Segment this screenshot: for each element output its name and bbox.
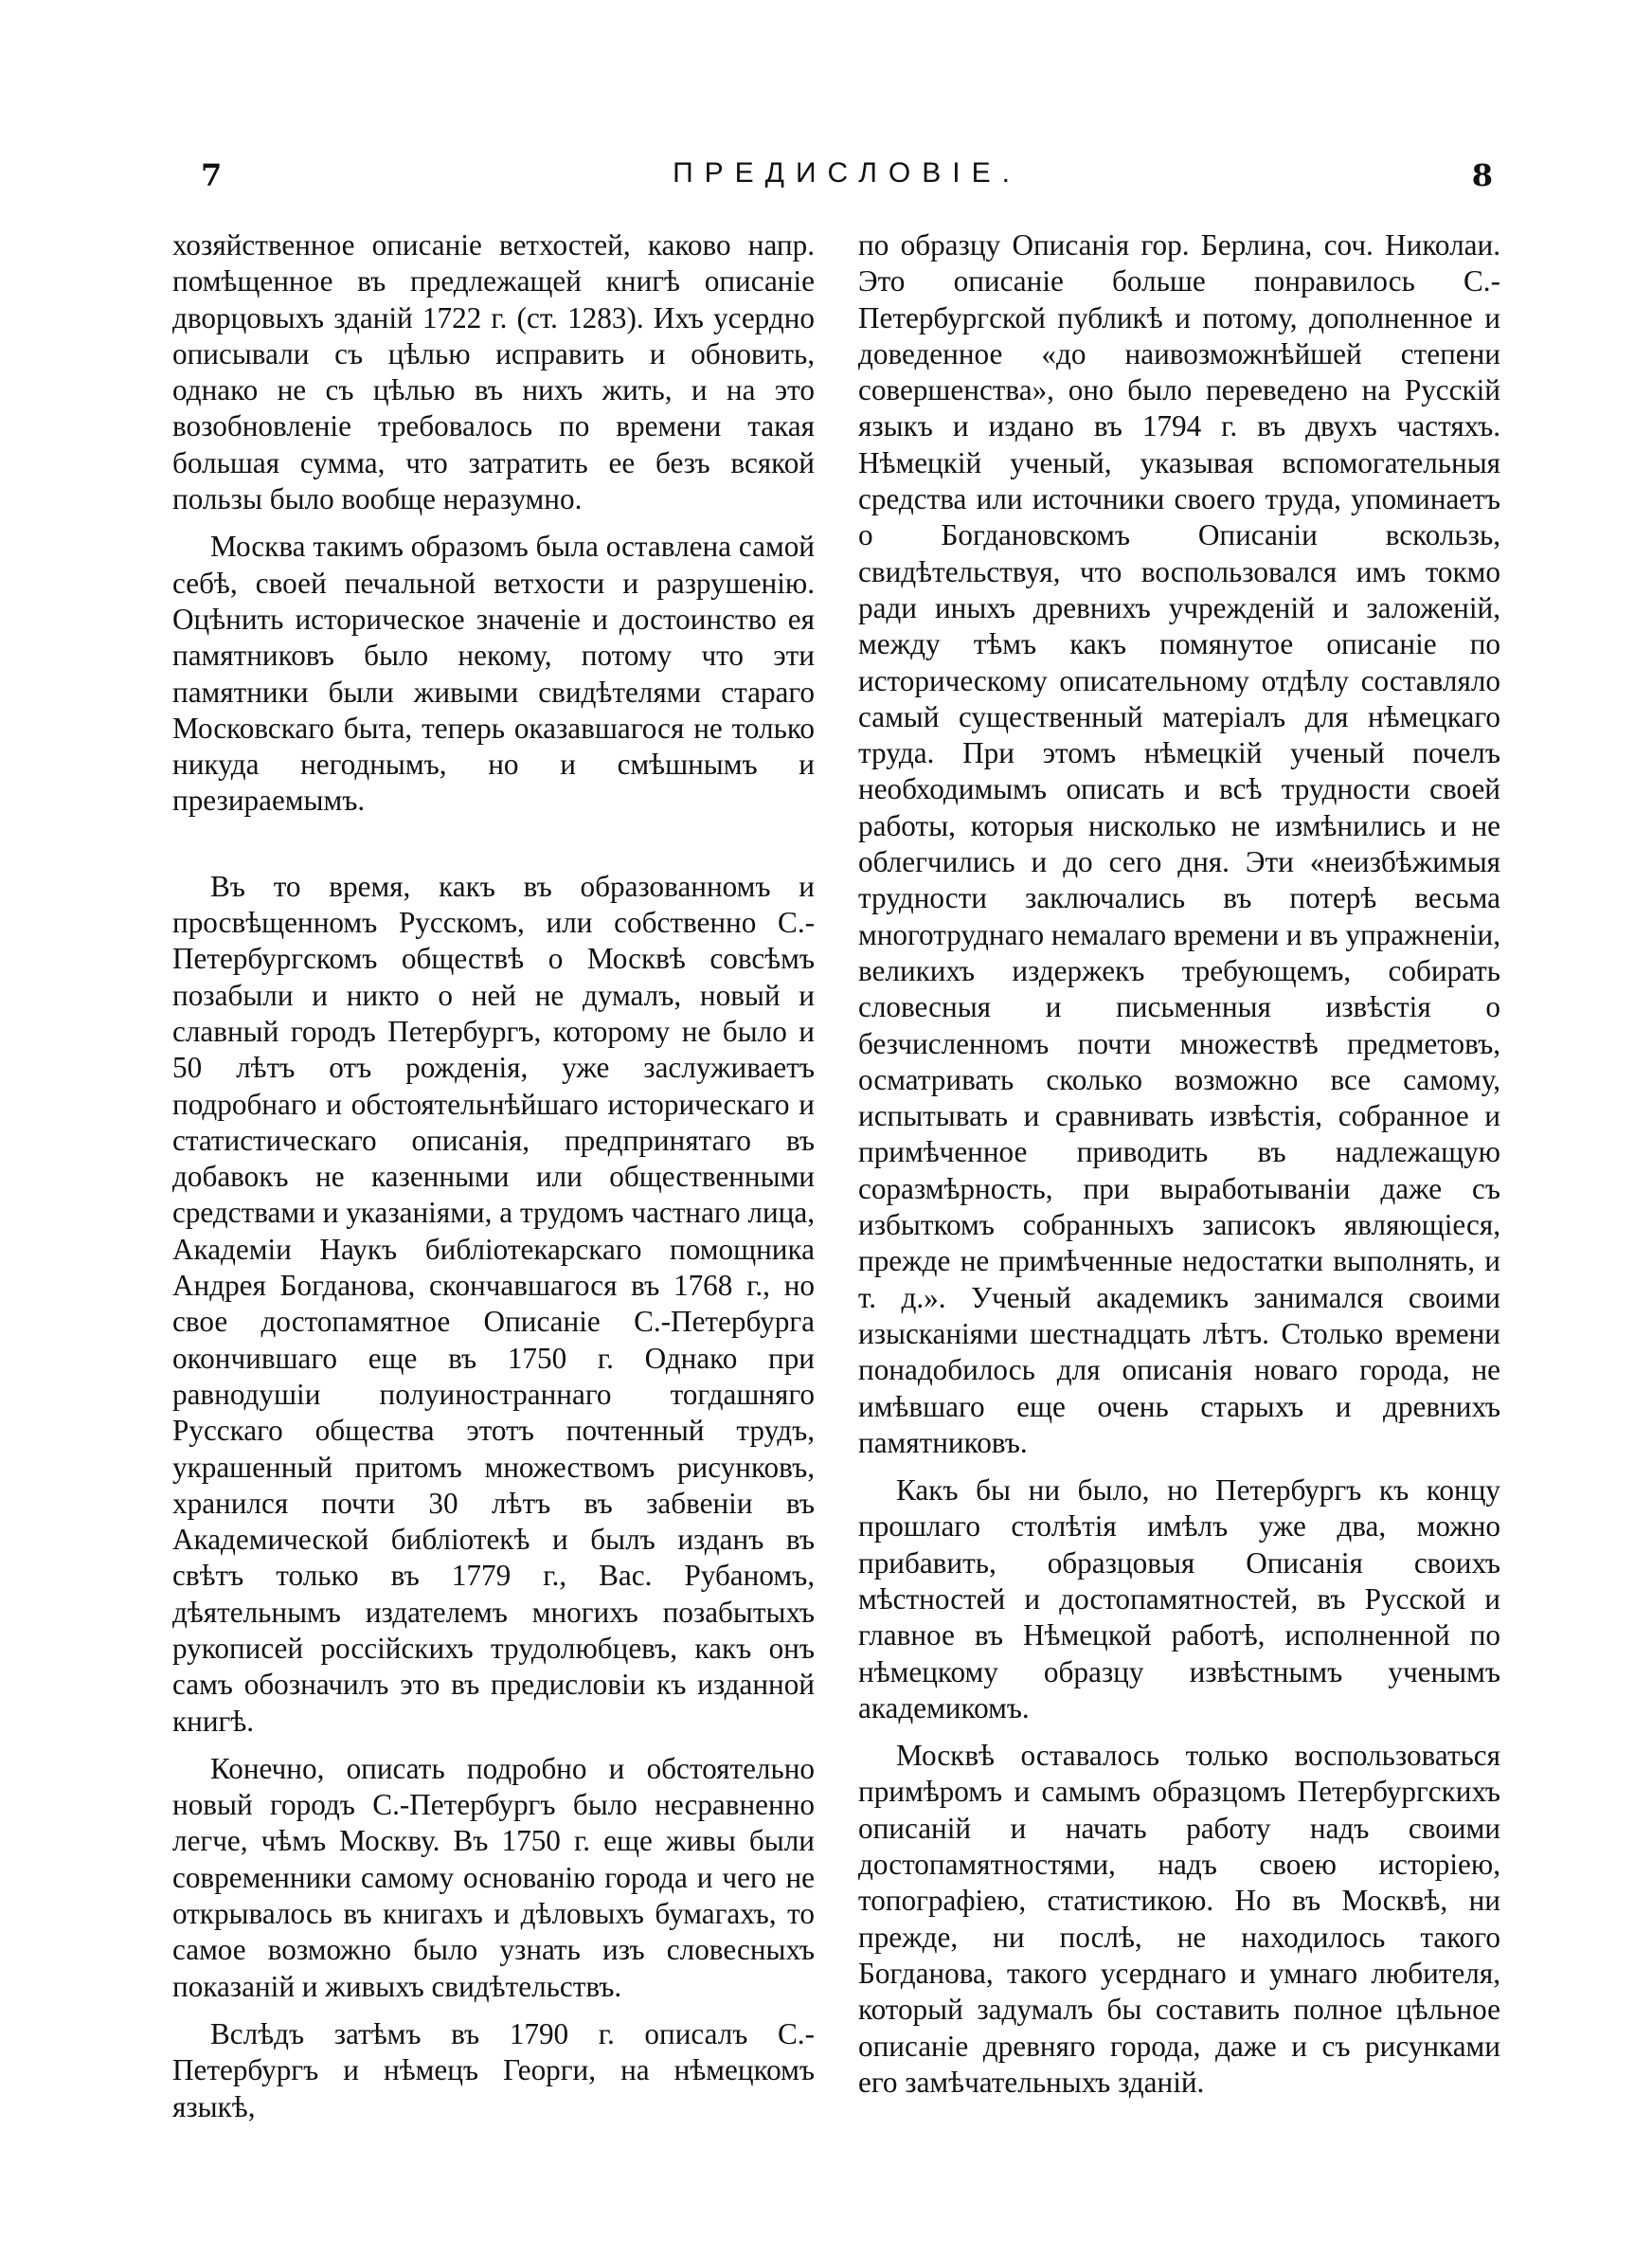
paragraph: Какъ бы ни было, но Петербургъ къ концу прошлаго столѣтія имѣлъ уже два, можно прибавить, образцовыя Описанія своихъ мѣстностей и достопамятностей, въ Русской и главное въ Нѣмецкой работѣ, исполненной по нѣмецкому образцу извѣстнымъ ученымъ академикомъ.	[858, 1473, 1500, 1724]
text-column-right	[858, 227, 1500, 2160]
running-title: ПРЕДИСЛОВІЕ.	[673, 157, 1021, 189]
paragraph: хозяйственное описаніе ветхостей, каково напр. помѣщенное въ предлежащей книгѣ описаніе дворцовыхъ зданій 1722 г. (ст. 1283). Ихъ усердно описывали съ цѣлью исправить и обновить, однако не съ цѣлью въ нихъ жить, и на это возобновленіе требовалось по времени такая большая сумма, что затратить ее безъ всякой пользы было вообще неразумно.	[172, 228, 815, 516]
paragraph: Конечно, описать подробно и обстоятельно новый городъ С.-Петербургъ было несравненно легче, чѣмъ Москву. Въ 1750 г. еще живы были современники самому основанію города и чего не открывалось въ книгахъ и дѣловыхъ бумагахъ, то самое возможно было узнать изъ словесныхъ показаній и живыхъ свидѣтельствъ.	[172, 1751, 815, 2003]
page-number-left: 7	[201, 157, 223, 193]
paragraph: Въ то время, какъ въ образованномъ и просвѣщенномъ Русскомъ, или собственно С.-Петербургскомъ обществѣ о Москвѣ совсѣмъ позабыли и никто о ней не думалъ, новый и славный городъ Петербургъ, которому не было и 50 лѣтъ отъ рожденія, уже заслуживаетъ подробнаго и обстоятельнѣйшаго историческаго и статистическаго описанія, предпринятаго въ добавокъ не казенными или общественными средствами и указаніями, а трудомъ частнаго лица, Академіи Наукъ библіотекарскаго помощника Андрея Богданова, скончавшагося въ 1768 г., но свое достопамятное Описаніе С.-Петербурга окончившаго еще въ 1750 г. Однако при равнодушіи полуиностраннаго тогдашняго Русскаго общества этотъ почтенный трудъ, украшенный притомъ множествомъ рисунковъ, хранился почти 30 лѣтъ въ забвеніи въ Академической библіотекѣ и былъ изданъ въ свѣтъ только въ 1779 г., Вас. Рубаномъ, дѣятельнымъ издателемъ многихъ позабытыхъ рукописей россійскихъ трудолюбцевъ, какъ онъ самъ обозначилъ это въ предисловіи къ изданной книгѣ.	[172, 869, 815, 1738]
page-number-right: 8	[1471, 157, 1493, 193]
running-header	[201, 157, 1493, 203]
paragraph: Вслѣдъ затѣмъ въ 1790 г. описалъ С.-Петербургъ и нѣмецъ Георги, на нѣмецкомъ языкѣ,	[172, 2016, 815, 2123]
text-column-left	[172, 227, 815, 2160]
paragraph: Москвѣ оставалось только воспользоваться примѣромъ и самымъ образцомъ Петербургскихъ описаній и начать работу надъ своими достопамятностями, надъ своею исторіею, топографіею, статистикою. Но въ Москвѣ, ни прежде, ни послѣ, не находилось такого Богданова, такого усерднаго и умнаго любителя, который задумалъ бы составить полное цѣльное описаніе древняго города, даже и съ рисунками его замѣчательныхъ зданій.	[858, 1739, 1500, 2099]
paragraph: Москва такимъ образомъ была оставлена самой себѣ, своей печальной ветхости и разрушенію. Оцѣнить историческое значеніе и достоинство ея памятниковъ было некому, потому что эти памятники были живыми свидѣтелями стараго Московскаго быта, теперь оказавшагося не только никуда негоднымъ, но и смѣшнымъ и презираемымъ.	[172, 530, 815, 818]
paragraph: по образцу Описанія гор. Берлина, соч. Николаи. Это описаніе больше понравилось С.-Петербургской публикѣ и потому, дополненное и доведенное «до наивозможнѣйшей степени совершенства», оно было переведено на Русскій языкъ и издано въ 1794 г. въ двухъ частяхъ. Нѣмецкій ученый, указывая вспомогательныя средства или источники своего труда, упоминаетъ о Богдановскомъ Описаніи вскользь, свидѣтельствуя, что воспользовался имъ токмо ради иныхъ древнихъ учрежденій и заложеній, между тѣмъ какъ помянутое описаніе по историческому описательному отдѣлу составляло самый существенный матеріалъ для нѣмецкаго труда. При этомъ нѣмецкій ученый почелъ необходимымъ описать и всѣ трудности своей работы, которыя нисколько не измѣнились и не облегчились и до сего дня. Эти «неизбѣжимыя трудности заключались въ потерѣ весьма многотруднаго немалаго времени и въ упражненіи, великихъ издержекъ требующемъ, собирать словесныя и письменныя извѣстія о безчисленномъ почти множествѣ предметовъ, осматривать сколько возможно все самому, испытывать и сравнивать извѣстія, собранное и примѣченное приводить въ надлежащую соразмѣрность, при выработываніи даже съ избыткомъ собранныхъ записокъ являющіеся, прежде не примѣченные недостатки выполнять, и т. д.». Ученый академикъ занимался своими изысканіями шестнадцать лѣтъ. Столько времени понадобилось для описанія новаго города, не имѣвшаго еще очень старыхъ и древнихъ памятниковъ.	[858, 228, 1500, 1459]
